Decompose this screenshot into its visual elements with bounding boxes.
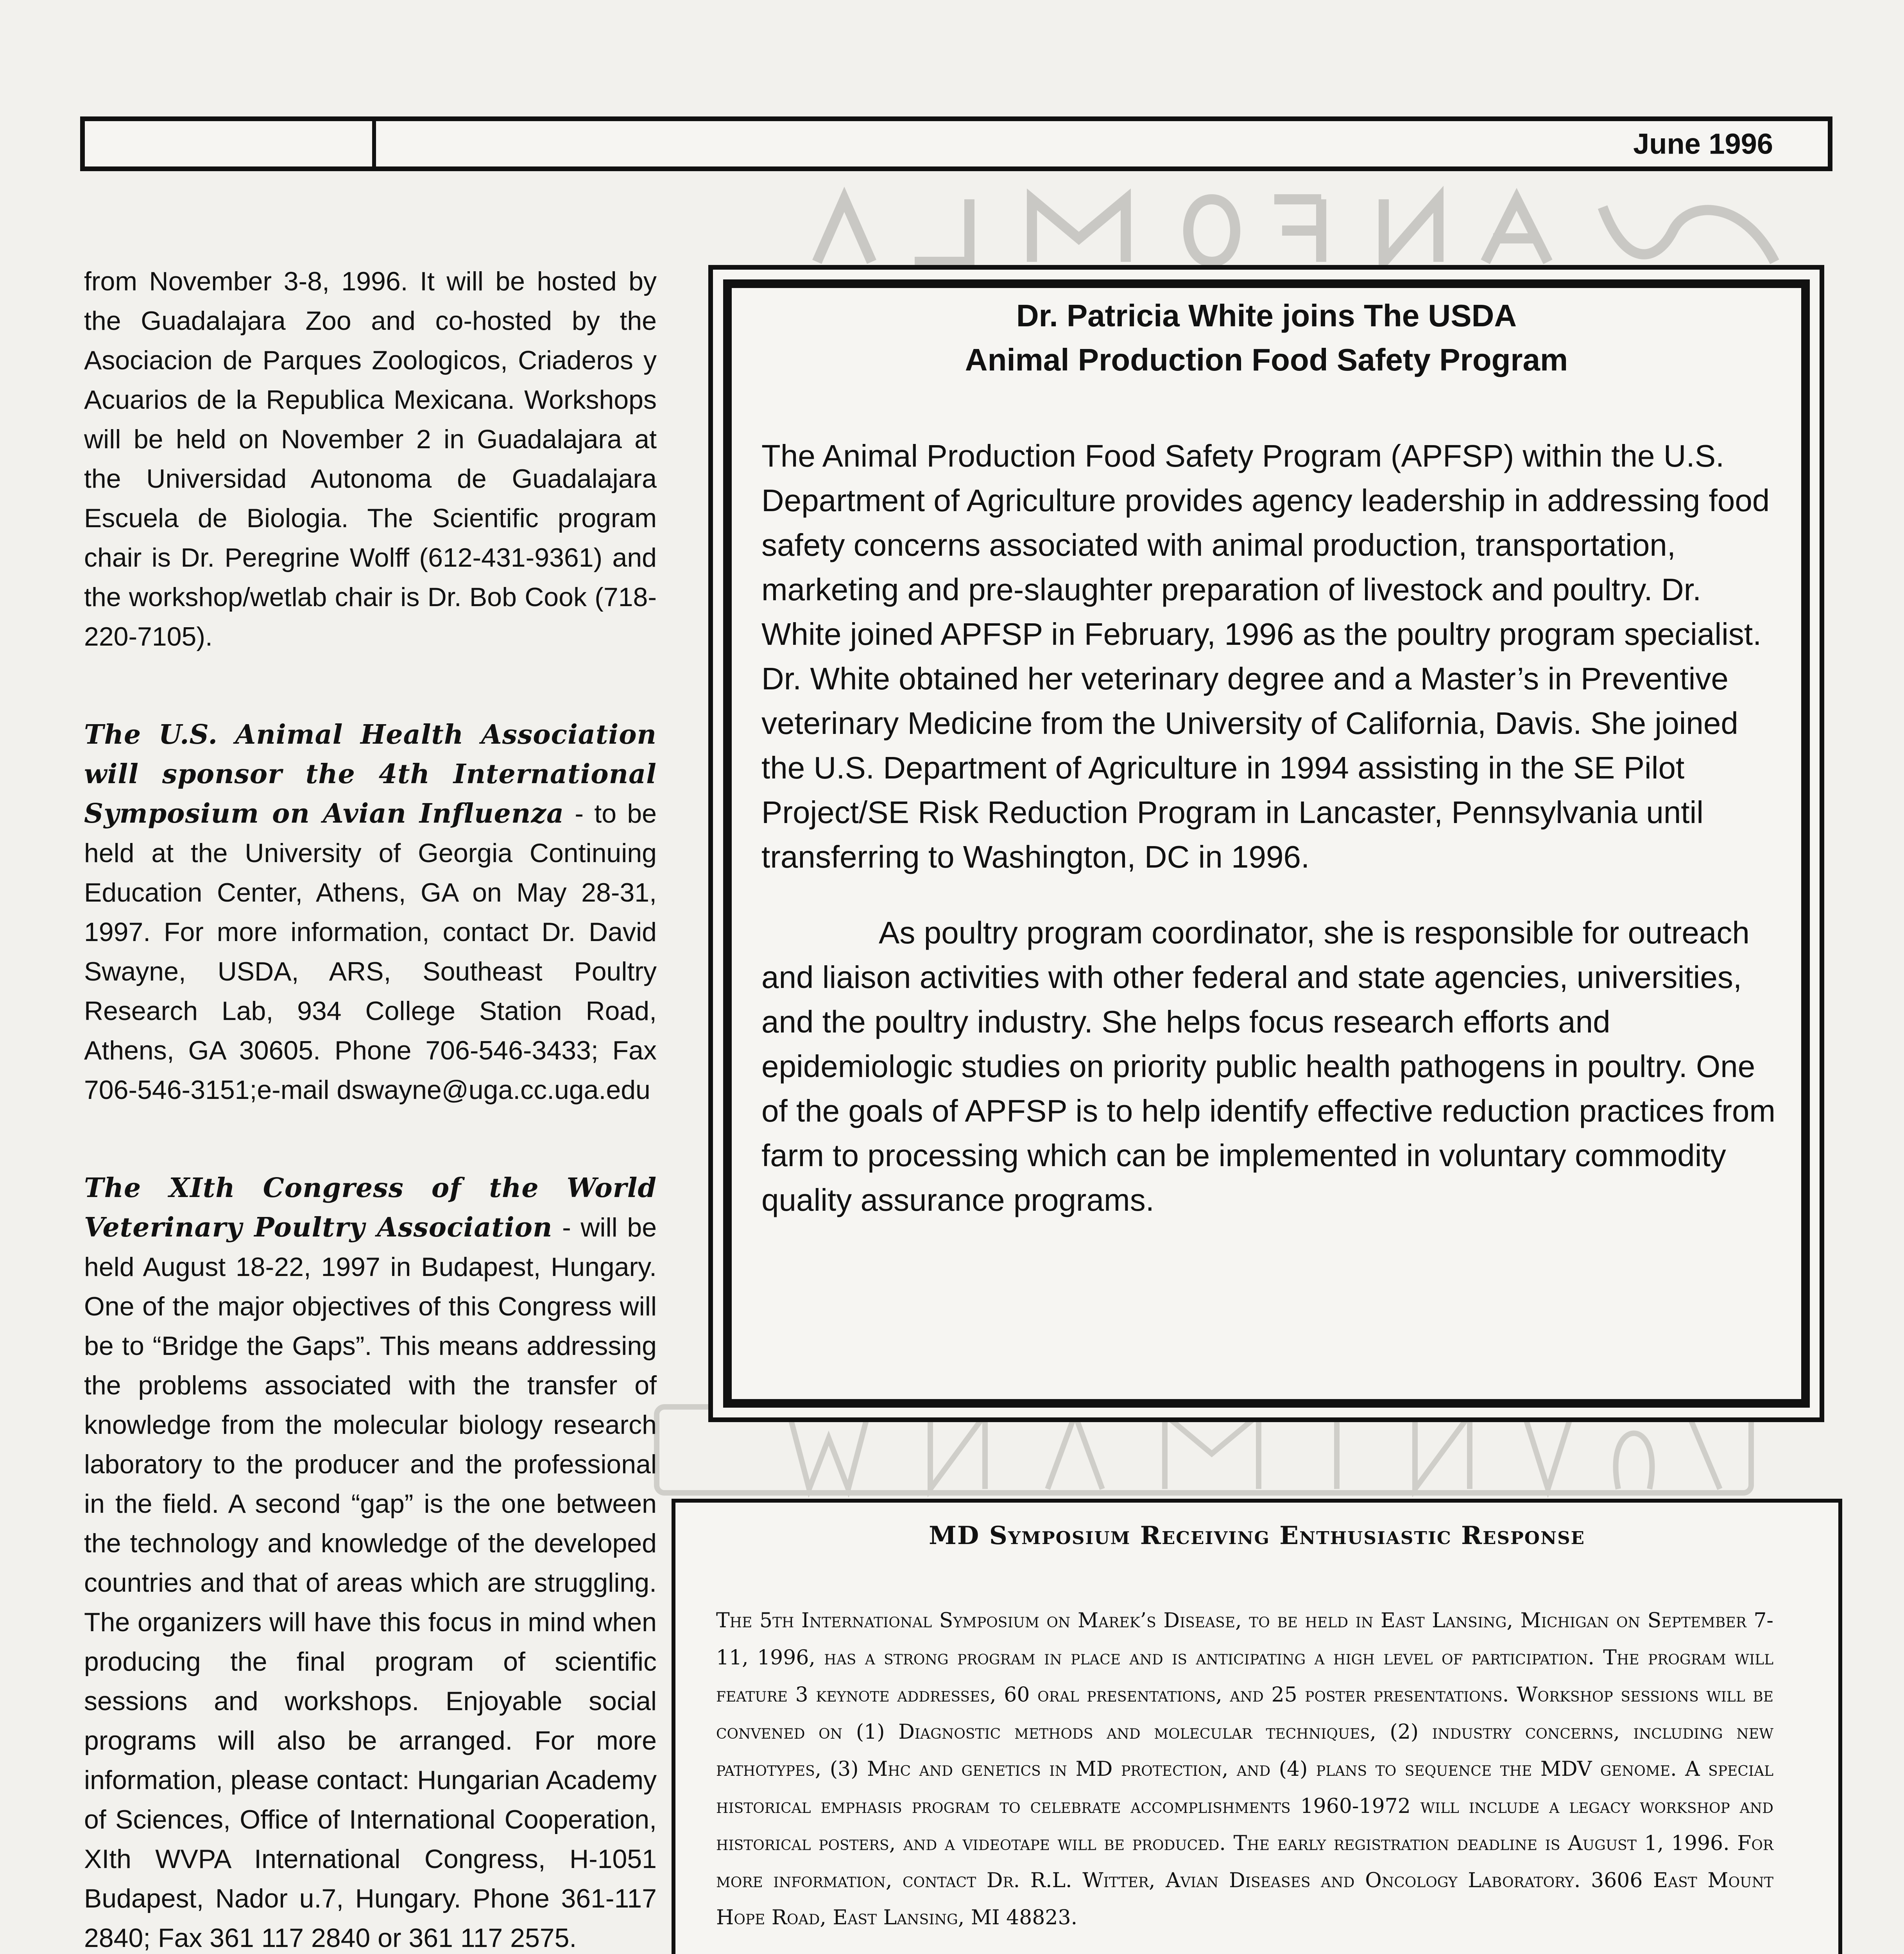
- avian-influenza-text: - to be held at the University of Georgia Continuing Education Center, Athens, GA on May 28-31, 1997. For more information, contact Dr. David Swayne, USDA, ARS, Southeast Poultry Research Lab, 934 College Station Road, Athens, GA 30605. Phone 706-546-3433; Fax 706-546-3151;e-mail dswayne@uga.cc.uga.edu: [84, 799, 657, 1105]
- left-column: [84, 262, 657, 1954]
- avian-influenza-heading: The U.S. Animal Health Association will sponsor the 4th International Symposium on Avian Influenza: [84, 719, 657, 829]
- feature-body: [761, 434, 1788, 1222]
- feature-paragraph-1: The Animal Production Food Safety Program (APFSP) within the U.S. Department of Agriculture provides agency leadership in addressing food safety concerns associated with animal production, transportation, marketing and pre-slaughter preparation of livestock and poultry. Dr. White joined APFSP in February, 1996 as the poultry program specialist. Dr. White obtained her veterinary degree and a Master’s in Preventive veterinary Medicine from the University of California, Davis. She joined the U.S. Department of Agriculture in 1994 assisting in the SE Pilot Project/SE Risk Reduction Program in Lancaster, Pennsylvania until transferring to Washington, DC in 1996.: [761, 438, 1770, 874]
- header-divider: [372, 121, 376, 166]
- wvpa-congress-paragraph: [84, 1168, 657, 1954]
- wvpa-congress-heading: The XIth Congress of the World Veterinary Poultry Association: [84, 1172, 657, 1243]
- header-bar: [80, 116, 1832, 171]
- feature-paragraph-2: As poultry program coordinator, she is responsible for outreach and liaison activities with other federal and state agencies, universities, and the poultry industry. She helps focus research efforts and epidemiologic studies on priority public health pathogens in poultry. One of the goals of APFSP is to help identify effective reduction practices from farm to processing which can be implemented in voluntary commodity quality assurance programs.: [761, 915, 1775, 1217]
- md-symposium-body: The 5th International Symposium on Marek’s Disease, to be held in East Lansing, Michigan on September 7-11, 1996, has a strong program in place and is anticipating a high level of participation. The program will feature 3 keynote addresses, 60 oral presentations, and 25 poster presentations. Workshop sessions will be convened on (1) Diagnostic methods and molecular techniques, (2) industry concerns, including new pathotypes, (3) Mhc and genetics in MD protection, and (4) plans to sequence the MDV genome. A special historical emphasis program to celebrate accomplishments 1960-1972 will include a legacy workshop and historical posters, and a videotape will be produced. The early registration deadline is August 1, 1996. For more information, contact Dr. R.L. Witter, Avian Diseases and Oncology Laboratory. 3606 East Mount Hope Road, East Lansing, MI 48823.: [716, 1609, 1773, 1929]
- guadalajara-paragraph: from November 3-8, 1996. It will be hosted by the Guadalajara Zoo and co-hosted by the Asociacion de Parques Zoologicos, Criaderos y Acuarios de la Republica Mexicana. Workshops will be held on November 2 in Guadalajara at the Universidad Autonoma de Guadalajara Escuela de Biologia. The Scientific program chair is Dr. Peregrine Wolff (612-431-9361) and the workshop/wetlab chair is Dr. Bob Cook (718-220-7105).: [84, 267, 657, 651]
- feature-title-line1: Dr. Patricia White joins The USDA: [1016, 298, 1517, 333]
- issue-date: June 1996: [1633, 127, 1773, 160]
- wvpa-congress-text: - will be held August 18-22, 1997 in Budapest, Hungary. One of the major objectives of this Congress will be to “Bridge the Gaps”. This means addressing the problems associated with the transfer of knowledge from the molecular biology research laboratory to the producer and the professional in the field. A second “gap” is the one between the technology and knowledge of the developed countries and that of areas which are struggling. The organizers will have this focus in mind when producing the final program of scientific sessions and workshops. Enjoyable social programs will also be arranged. For more information, please contact: Hungarian Academy of Sciences, Office of International Cooperation, XIth WVPA International Congress, H-1051 Budapest, Nador u.7, Hungary. Phone 361-117 2840; Fax 361 117 2840 or 361 117 2575.: [84, 1213, 657, 1953]
- bleed-through-banner: [774, 184, 1790, 274]
- avian-influenza-paragraph: [84, 715, 657, 1110]
- md-symposium-title: MD Symposium Receiving Enthusiastic Response: [929, 1521, 1585, 1550]
- feature-title-line2: Animal Production Food Safety Program: [965, 342, 1568, 377]
